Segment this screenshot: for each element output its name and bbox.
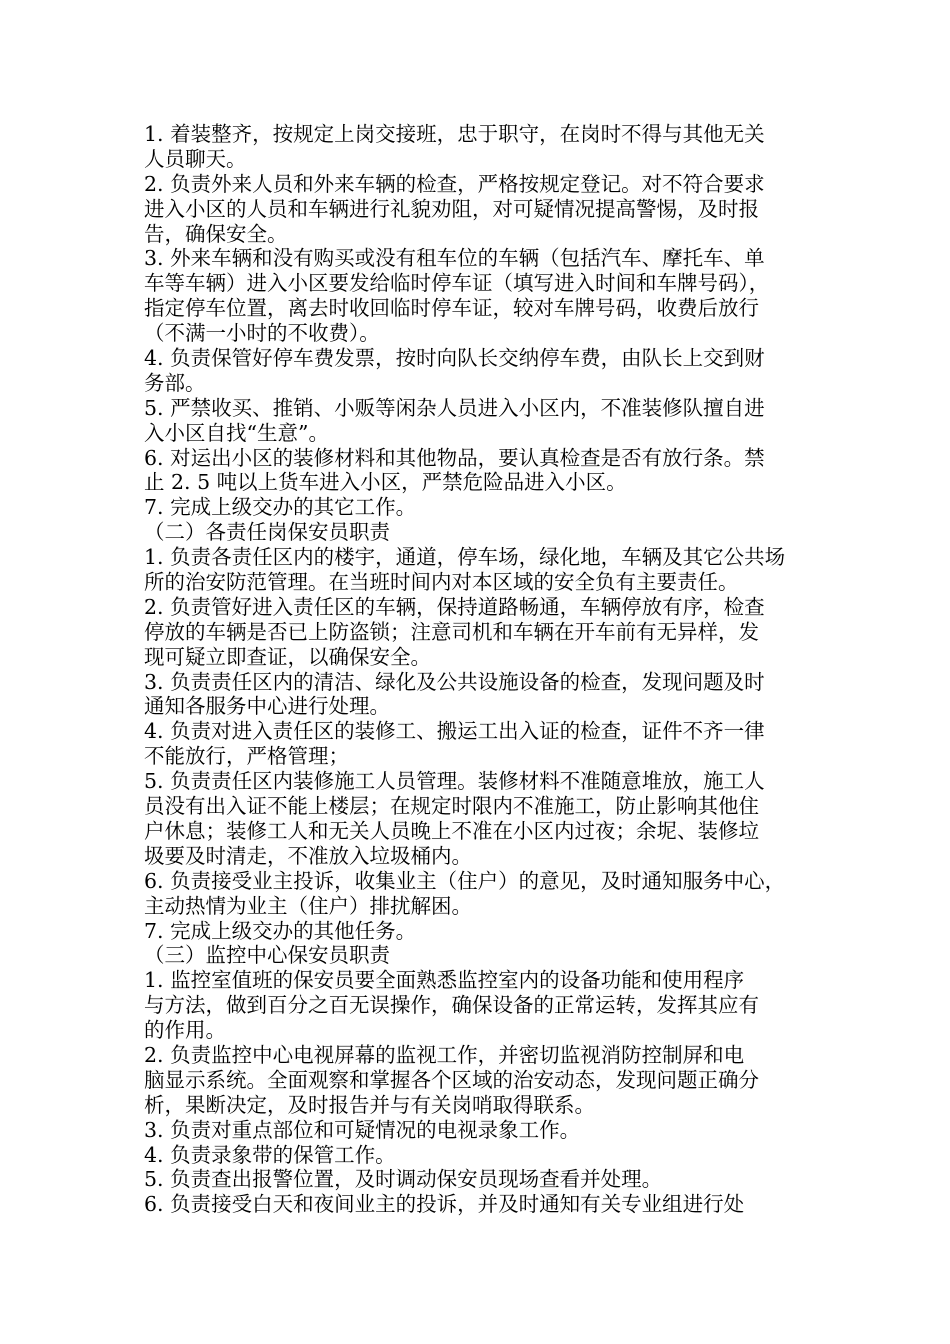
text-line: 2. 负责监控中心电视屏幕的监视工作，并密切监视消防控制屏和电 [144,1042,745,1067]
text-line: 1. 着装整齐，按规定上岗交接班，忠于职守，在岗时不得与其他无关 [144,122,765,146]
text-line: 4. 负责对进入责任区的装修工、搬运工出入证的检查，证件不齐一律 [144,719,765,744]
text-line: 圾要及时清走，不准放入垃圾桶内。 [144,843,472,868]
text-line: 户休息；装修工人和无关人员晚上不准在小区内过夜；余坭、装修垃 [144,818,759,843]
text-line: 主动热情为业主（住户）排扰解困。 [144,893,472,918]
text-line: 7. 完成上级交办的其它工作。 [144,495,417,520]
text-line: 人员聊天。 [144,146,247,171]
text-line: 指定停车位置，离去时收回临时停车证，较对车牌号码，收费后放行 [144,296,759,321]
text-line: 现可疑立即查证，以确保安全。 [144,644,431,669]
text-line: 止 2. 5 吨以上货车进入小区，严禁危险品进入小区。 [144,470,627,495]
text-line: 停放的车辆是否已上防盗锁；注意司机和车辆在开车前有无异样，发 [144,619,759,644]
text-line: 脑显示系统。全面观察和掌握各个区域的治安动态，发现问题正确分 [144,1067,759,1092]
text-line: 3. 负责对重点部位和可疑情况的电视录象工作。 [144,1117,581,1142]
text-line: 入小区自找“生意”。 [144,420,329,445]
text-line: 所的治安防范管理。在当班时间内对本区域的安全负有主要责任。 [144,570,739,595]
text-line: 6. 负责接受业主投诉，收集业主（住户）的意见，及时通知服务中心， [144,868,786,893]
text-line: 车等车辆）进入小区要发给临时停车证（填写进入时间和车牌号码）， [144,271,770,296]
text-line: 析，果断决定，及时报告并与有关岗哨取得联系。 [144,1092,595,1117]
text-line: 1. 负责各责任区内的楼宇，通道，停车场，绿化地，车辆及其它公共场 [144,545,786,570]
section-heading: （二）各责任岗保安员职责 [144,520,390,545]
text-line: 3. 外来车辆和没有购买或没有租车位的车辆（包括汽车、摩托车、单 [144,246,765,271]
text-line: 的作用。 [144,1018,226,1043]
text-line: 5. 负责查出报警位置，及时调动保安员现场查看并处理。 [144,1167,663,1192]
document-body [144,122,808,1217]
text-line: 告，确保安全。 [144,221,288,246]
text-line: 2. 负责管好进入责任区的车辆，保持道路畅通，车辆停放有序，检查 [144,594,765,619]
text-line: 进入小区的人员和车辆进行礼貌劝阻，对可疑情况提高警惕，及时报 [144,196,759,221]
text-line: 5. 负责责任区内装修施工人员管理。装修材料不准随意堆放，施工人 [144,769,765,794]
text-line: 务部。 [144,370,206,395]
text-line: 1. 监控室值班的保安员要全面熟悉监控室内的设备功能和使用程序 [144,968,745,993]
text-line: 5. 严禁收买、推销、小贩等闲杂人员进入小区内，不准装修队擅自进 [144,395,765,420]
text-line: （不满一小时的不收费）。 [144,321,380,346]
text-line: 6. 负责接受白天和夜间业主的投诉，并及时通知有关专业组进行处 [144,1192,745,1217]
text-line: 4. 负责录象带的保管工作。 [144,1142,396,1167]
text-line: 与方法，做到百分之百无误操作，确保设备的正常运转，发挥其应有 [144,993,759,1018]
text-line: 4. 负责保管好停车费发票，按时向队长交纳停车费，由队长上交到财 [144,346,765,371]
text-line: 不能放行，严格管理； [144,744,349,769]
text-line: 7. 完成上级交办的其他任务。 [144,918,417,943]
text-line: 6. 对运出小区的装修材料和其他物品，要认真检查是否有放行条。禁 [144,445,765,470]
text-line: 2. 负责外来人员和外来车辆的检查，严格按规定登记。对不符合要求 [144,171,765,196]
text-line: 3. 负责责任区内的清洁、绿化及公共设施设备的检查，发现问题及时 [144,669,765,694]
section-heading: （三）监控中心保安员职责 [144,943,390,968]
text-line: 员没有出入证不能上楼层；在规定时限内不准施工，防止影响其他住 [144,794,759,819]
text-line: 通知各服务中心进行处理。 [144,694,390,719]
